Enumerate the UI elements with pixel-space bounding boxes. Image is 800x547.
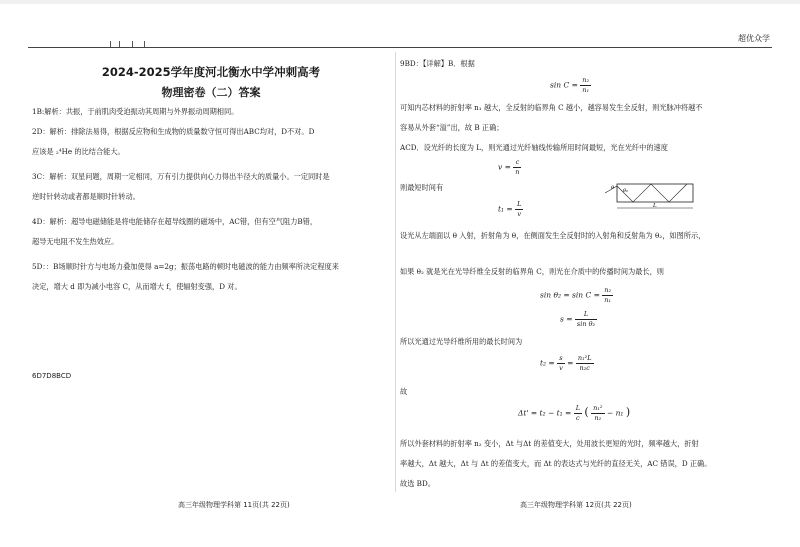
right-text-6: 如果 θ₂ 就是光在光导纤维全反射的临界角 C，则光在介质中的传播时间为最长，则 bbox=[400, 267, 664, 276]
fraction-denominator: v bbox=[517, 210, 522, 218]
equation-delta-t-lhs: Δt' = t₂ − t₁ = bbox=[518, 408, 572, 418]
fraction-denominator: n₂ bbox=[594, 414, 602, 422]
left-page bbox=[32, 52, 390, 522]
equation-s-fraction bbox=[575, 310, 597, 329]
label-theta2: θ₂ bbox=[623, 188, 629, 194]
right-text-10: 率越大，Δt 越大，Δt 与 Δt 的差值变大，而 Δt 的表达式与光纤的直径无关，AC 错误，D 正确。 bbox=[400, 459, 712, 468]
fraction-numerator: n₂ bbox=[604, 286, 612, 294]
equation-s-lhs: s = bbox=[560, 314, 573, 324]
label-theta: θ bbox=[611, 185, 615, 191]
fraction-numerator: n₁²L bbox=[577, 354, 592, 362]
equation-delta-t-inner-fraction bbox=[591, 404, 604, 423]
right-page-footer: 高三年级物理学科第 12页(共 22页) bbox=[520, 501, 632, 509]
equation-t1 bbox=[498, 200, 523, 219]
paren-open: ( bbox=[584, 405, 589, 419]
equation-v-lhs: v = bbox=[498, 162, 511, 172]
fraction-denominator: n₂c bbox=[579, 364, 590, 372]
fiber-core-outline bbox=[617, 184, 693, 202]
minus-sign: − bbox=[606, 408, 614, 418]
fraction-numerator: s bbox=[557, 354, 565, 364]
fraction-denominator: n₁ bbox=[582, 86, 590, 94]
equation-sinC-fraction bbox=[580, 76, 591, 95]
fraction-denominator: c bbox=[576, 414, 580, 422]
fraction-numerator: L bbox=[575, 310, 597, 320]
right-text-2: 容易从外套“溢”出，故 B 正确； bbox=[400, 123, 504, 132]
answer-line-2: 2D：解析：排除法易得，根据反应物和生成物的质量数守恒可得出ABC均对，D不对。D bbox=[32, 127, 315, 136]
equation-t2 bbox=[540, 354, 594, 373]
equation-v-fraction bbox=[513, 158, 521, 177]
header-right-label: 超优众学 bbox=[738, 34, 770, 43]
fraction-numerator: L bbox=[575, 404, 581, 412]
answer-line-5: 逆时针转动或者都是顺时针转动。 bbox=[32, 192, 140, 201]
answer-line-4: 3C：解析：双星问题，周期一定相同，万有引力提供向心力得出半径大的质量小。一定同时是 bbox=[32, 172, 330, 181]
page-divider bbox=[395, 52, 396, 492]
equation-sintheta2-fraction bbox=[602, 286, 613, 305]
equation-t2-lhs: t₂ = bbox=[540, 358, 555, 368]
equation-t1-fraction bbox=[515, 200, 523, 219]
equation-t1-lhs: t₁ = bbox=[498, 204, 513, 214]
right-text-5: 设光从左端面以 θ 入射，折射角为 θ，在侧面发生全反射时的入射角和反射角为 θ₂，如图所示， bbox=[400, 231, 706, 240]
equation-delta-t bbox=[518, 404, 630, 423]
right-text-4: 则最短时间有 bbox=[400, 183, 444, 192]
equation-v bbox=[498, 158, 521, 177]
equation-t2-equals: = bbox=[567, 358, 574, 368]
optical-fiber-diagram bbox=[603, 180, 698, 212]
answer-line-6: 4D：解析：超导电磁储能是将电能储存在超导线圈的磁场中，AC错，但有空气阻力B错， bbox=[32, 217, 318, 226]
header-rule bbox=[28, 47, 772, 48]
fraction-numerator: c bbox=[513, 158, 521, 168]
document-title: 2024-2025学年度河北衡水中学冲刺高考 bbox=[101, 65, 321, 79]
document-subtitle: 物理密卷（二）答案 bbox=[161, 86, 261, 99]
fraction-numerator: n₁² bbox=[593, 404, 603, 412]
equation-t2-fraction-2 bbox=[576, 354, 594, 373]
equation-s bbox=[560, 310, 597, 329]
equation-sinC-lhs: sin C = bbox=[550, 80, 578, 90]
equation-t2-fraction-1 bbox=[557, 354, 565, 373]
right-intro: 9BD：【详解】B．根据 bbox=[400, 59, 475, 68]
right-text-9: 所以外套材料的折射率 n₂ 变小，Δt 与Δt 的差值变大，处用波长更短的光时，频率越大，折射 bbox=[400, 439, 699, 448]
answer-line-7: 超导无电阻不发生热效应。 bbox=[32, 237, 119, 246]
left-page-footer: 高三年级物理学科第 11页(共 22页) bbox=[178, 501, 290, 509]
answer-line-1: 1B:解析：共振，于前肌肉受迫振动其周期与外界振动周期相同。 bbox=[32, 107, 239, 116]
equation-delta-t-fraction bbox=[574, 404, 582, 423]
fraction-numerator: L bbox=[517, 200, 522, 208]
answer-line-8: 5D：：B场顺时针方与电场力叠加使得 a=2g；振荡电路的顿时电磁波的能力由频率所决定程度来 bbox=[32, 262, 339, 271]
equation-sintheta2 bbox=[540, 286, 613, 305]
label-L: L bbox=[653, 203, 657, 209]
fraction-numerator: n₂ bbox=[582, 76, 590, 84]
fraction-denominator: v bbox=[559, 364, 563, 372]
equation-delta-t-tail: n₁ bbox=[615, 408, 624, 418]
right-text-11: 故选 BD。 bbox=[400, 479, 435, 488]
right-text-3: ACD．设光纤的长度为 L，则光通过光纤轴线传输所用时间最短，光在光纤中的速度 bbox=[400, 143, 668, 152]
equation-sintheta2-lhs: sin θ₂ = sin C = bbox=[540, 290, 600, 300]
equation-sinC bbox=[550, 76, 591, 95]
scan-edge bbox=[0, 0, 800, 4]
fraction-denominator: n₁ bbox=[604, 296, 612, 304]
answer-line-9: 决定，增大 d 即为减小电容 C，从而增大 f，使辐射变强，D 对。 bbox=[32, 282, 242, 291]
paren-close: ) bbox=[625, 405, 631, 419]
fraction-denominator: sin θ₂ bbox=[576, 320, 596, 328]
right-text-7: 所以光通过光导纤维所用的最长时间为 bbox=[400, 337, 523, 346]
right-page bbox=[400, 52, 772, 522]
fraction-denominator: n bbox=[515, 168, 520, 176]
right-text-8: 故 bbox=[400, 387, 408, 396]
answer-key: 6D7D8BCD bbox=[32, 372, 72, 380]
answer-line-3: 应该是 ₂⁴He 的比结合能大。 bbox=[32, 147, 125, 156]
right-text-1: 可知内芯材料的折射率 n₁ 越大，全反射的临界角 C 越小，越容易发生全反射，则光脉冲将越不 bbox=[400, 103, 703, 112]
